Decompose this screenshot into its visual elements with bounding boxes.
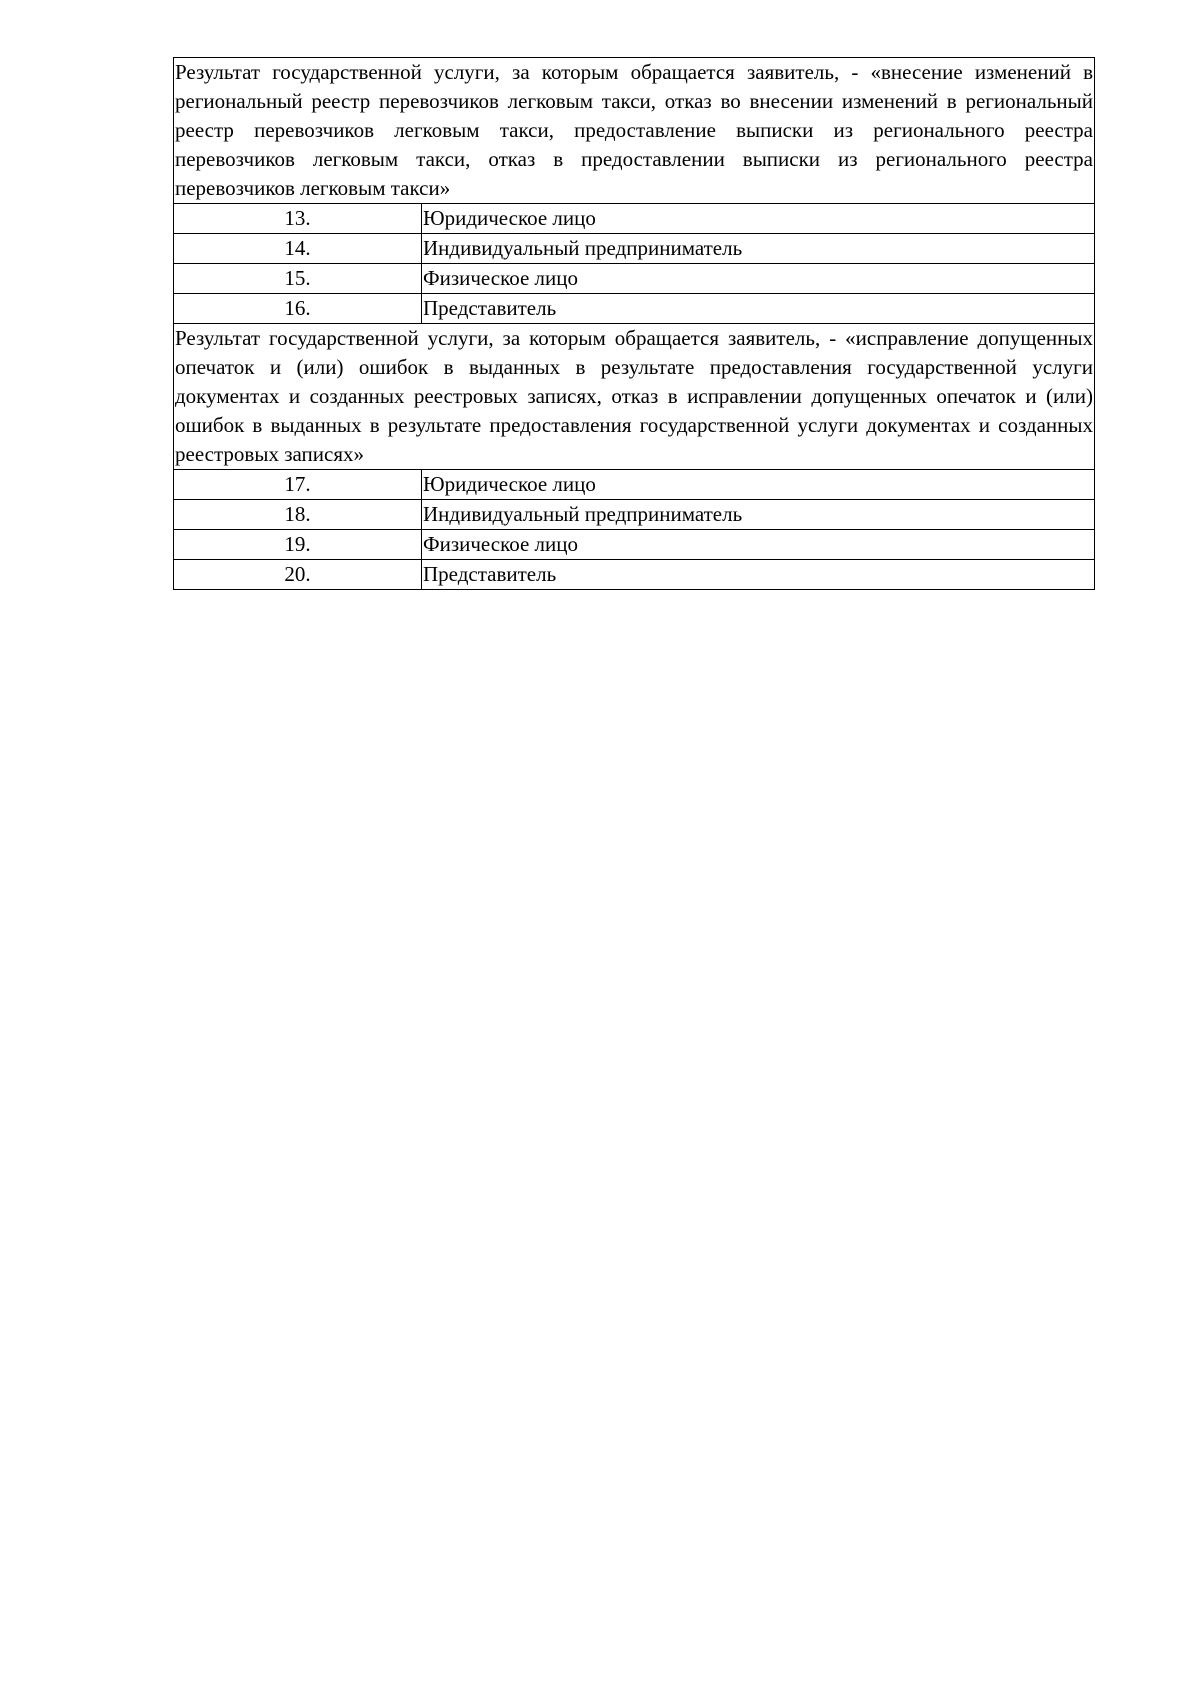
- row-number: 15.: [174, 264, 422, 294]
- row-label: Физическое лицо: [422, 530, 1095, 560]
- row-label: Юридическое лицо: [422, 470, 1095, 500]
- applicant-category-table: [173, 57, 1095, 590]
- section-header-row: [174, 58, 1095, 204]
- table-row: [174, 204, 1095, 234]
- table-row: [174, 500, 1095, 530]
- row-label: Представитель: [422, 560, 1095, 590]
- row-label: Физическое лицо: [422, 264, 1095, 294]
- row-label: Юридическое лицо: [422, 204, 1095, 234]
- row-number: 14.: [174, 234, 422, 264]
- table-row: [174, 264, 1095, 294]
- table-row: [174, 530, 1095, 560]
- section-header-row: [174, 324, 1095, 470]
- table-row: [174, 560, 1095, 590]
- section-header: Результат государственной услуги, за которым обращается заявитель, - «внесение изменений в региональный реестр перевозчиков легковым такси, отказ во внесении изменений в региональный реестр перевозчиков легковым такси, предоставление выписки из регионального реестра перевозчиков легковым такси, отказ в предоставлении выписки из регионального реестра перевозчиков легковым такси»: [174, 58, 1095, 204]
- table-row: [174, 234, 1095, 264]
- row-number: 19.: [174, 530, 422, 560]
- row-label: Представитель: [422, 294, 1095, 324]
- row-number: 20.: [174, 560, 422, 590]
- row-number: 16.: [174, 294, 422, 324]
- row-label: Индивидуальный предприниматель: [422, 234, 1095, 264]
- row-number: 17.: [174, 470, 422, 500]
- section-header: Результат государственной услуги, за которым обращается заявитель, - «исправление допущенных опечаток и (или) ошибок в выданных в результате предоставления государственной услуги документах и созданных реестровых записях, отказ в исправлении допущенных опечаток и (или) ошибок в выданных в результате предоставления государственной услуги документах и созданных реестровых записях»: [174, 324, 1095, 470]
- table-row: [174, 470, 1095, 500]
- row-label: Индивидуальный предприниматель: [422, 500, 1095, 530]
- row-number: 13.: [174, 204, 422, 234]
- table-row: [174, 294, 1095, 324]
- row-number: 18.: [174, 500, 422, 530]
